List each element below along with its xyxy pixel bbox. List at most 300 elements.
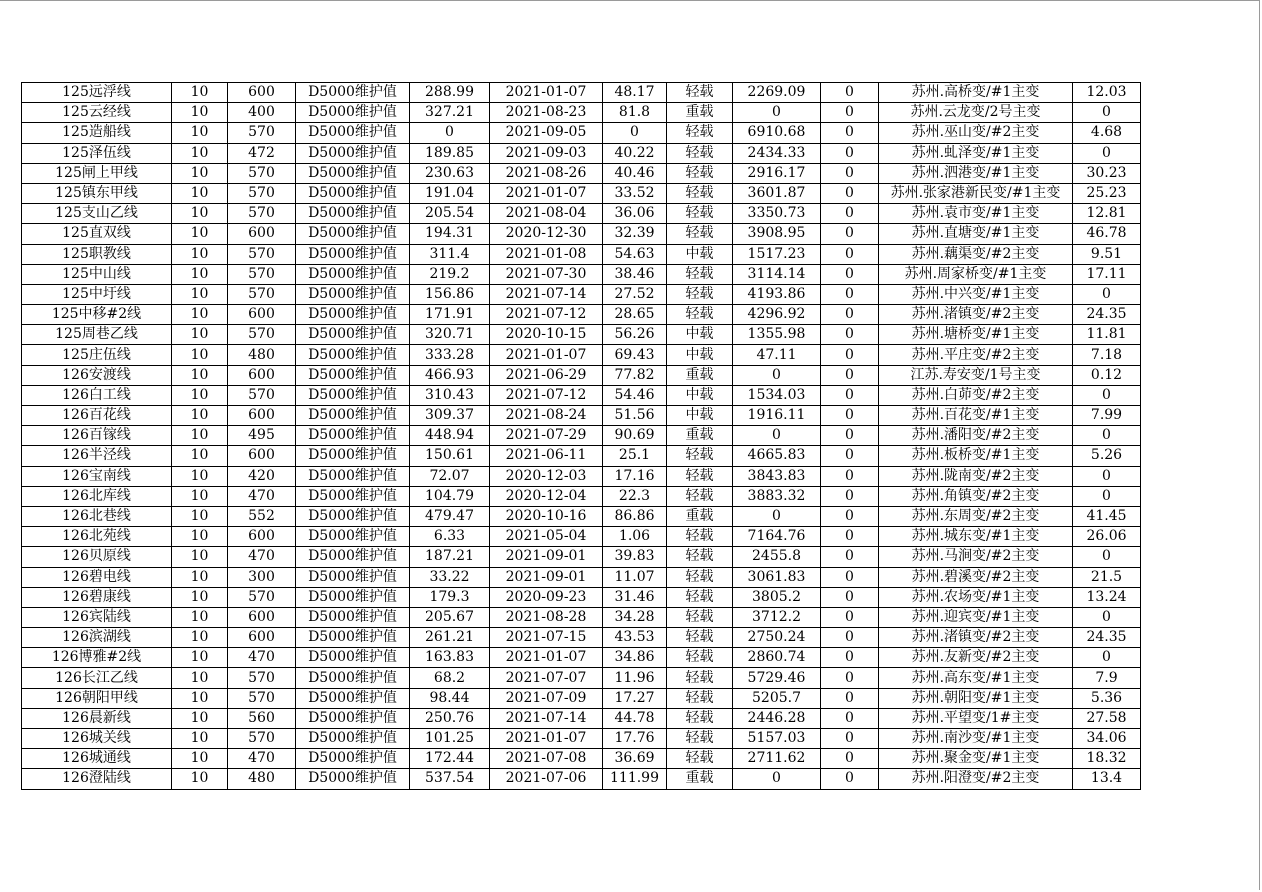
cell-line-name: 125中山线 (22, 264, 172, 284)
table-row (22, 446, 1141, 466)
cell-current: 187.21 (410, 547, 490, 567)
cell-line-name: 125闸上甲线 (22, 163, 172, 183)
cell-remaining-capacity: 7164.76 (733, 527, 821, 547)
cell-rated-capacity: 560 (228, 708, 296, 728)
cell-remaining-capacity: 3601.87 (733, 183, 821, 203)
cell-substation-transformer: 苏州.直塘变/#1主变 (879, 224, 1073, 244)
cell-load-rate: 17.16 (603, 466, 667, 486)
cell-line-name: 126白工线 (22, 385, 172, 405)
cell-remaining-capacity: 0 (733, 103, 821, 123)
cell-current: 33.22 (410, 567, 490, 587)
cell-current: 466.93 (410, 365, 490, 385)
cell-voltage: 10 (172, 648, 228, 668)
cell-remaining-capacity: 4193.86 (733, 284, 821, 304)
cell-remaining-capacity: 5729.46 (733, 668, 821, 688)
cell-voltage: 10 (172, 325, 228, 345)
cell-voltage: 10 (172, 365, 228, 385)
cell-date: 2021-08-23 (490, 103, 603, 123)
cell-current: 219.2 (410, 264, 490, 284)
cell-last-value: 21.5 (1073, 567, 1141, 587)
cell-date: 2020-10-16 (490, 506, 603, 526)
cell-load-rate: 54.46 (603, 385, 667, 405)
cell-remaining-capacity: 1355.98 (733, 325, 821, 345)
cell-line-name: 126北巷线 (22, 506, 172, 526)
cell-date: 2020-10-15 (490, 325, 603, 345)
cell-last-value: 0 (1073, 466, 1141, 486)
cell-substation-transformer: 江苏.寿安变/1号主变 (879, 365, 1073, 385)
cell-rated-capacity: 472 (228, 143, 296, 163)
cell-zero-value: 0 (821, 345, 879, 365)
cell-remaining-capacity: 3805.2 (733, 587, 821, 607)
cell-current: 163.83 (410, 648, 490, 668)
cell-remaining-capacity: 0 (733, 426, 821, 446)
cell-line-name: 126城通线 (22, 749, 172, 769)
cell-last-value: 7.99 (1073, 406, 1141, 426)
cell-rated-capacity: 470 (228, 547, 296, 567)
cell-date: 2021-07-30 (490, 264, 603, 284)
cell-rated-capacity: 570 (228, 587, 296, 607)
cell-substation-transformer: 苏州.聚金变/#1主变 (879, 749, 1073, 769)
cell-rated-capacity: 495 (228, 426, 296, 446)
cell-last-value: 13.4 (1073, 769, 1141, 789)
cell-date: 2021-06-11 (490, 446, 603, 466)
cell-load-status: 轻载 (667, 305, 733, 325)
cell-last-value: 0 (1073, 385, 1141, 405)
cell-last-value: 0 (1073, 284, 1141, 304)
cell-last-value: 9.51 (1073, 244, 1141, 264)
cell-zero-value: 0 (821, 163, 879, 183)
table-row (22, 83, 1141, 103)
cell-line-name: 126滨湖线 (22, 628, 172, 648)
cell-current: 205.67 (410, 607, 490, 627)
cell-substation-transformer: 苏州.高东变/#1主变 (879, 668, 1073, 688)
cell-data-source: D5000维护值 (296, 769, 410, 789)
cell-line-name: 125中圩线 (22, 284, 172, 304)
cell-load-status: 重载 (667, 365, 733, 385)
cell-rated-capacity: 470 (228, 749, 296, 769)
cell-current: 156.86 (410, 284, 490, 304)
cell-line-name: 125周巷乙线 (22, 325, 172, 345)
cell-load-status: 轻载 (667, 204, 733, 224)
table-row (22, 527, 1141, 547)
cell-rated-capacity: 570 (228, 163, 296, 183)
cell-data-source: D5000维护值 (296, 244, 410, 264)
cell-current: 327.21 (410, 103, 490, 123)
cell-load-rate: 36.69 (603, 749, 667, 769)
cell-data-source: D5000维护值 (296, 446, 410, 466)
cell-rated-capacity: 600 (228, 406, 296, 426)
table-row (22, 749, 1141, 769)
cell-zero-value: 0 (821, 204, 879, 224)
cell-last-value: 7.18 (1073, 345, 1141, 365)
cell-voltage: 10 (172, 264, 228, 284)
cell-current: 261.21 (410, 628, 490, 648)
cell-remaining-capacity: 1517.23 (733, 244, 821, 264)
table-row (22, 708, 1141, 728)
cell-date: 2021-09-05 (490, 123, 603, 143)
cell-date: 2021-09-01 (490, 567, 603, 587)
cell-line-name: 125支山乙线 (22, 204, 172, 224)
cell-load-rate: 31.46 (603, 587, 667, 607)
table-body (22, 83, 1141, 790)
table-row (22, 668, 1141, 688)
cell-data-source: D5000维护值 (296, 284, 410, 304)
cell-substation-transformer: 苏州.张家港新民变/#1主变 (879, 183, 1073, 203)
cell-voltage: 10 (172, 345, 228, 365)
cell-remaining-capacity: 2446.28 (733, 708, 821, 728)
cell-last-value: 7.9 (1073, 668, 1141, 688)
cell-last-value: 26.06 (1073, 527, 1141, 547)
cell-substation-transformer: 苏州.平望变/1#主变 (879, 708, 1073, 728)
cell-load-rate: 33.52 (603, 183, 667, 203)
cell-substation-transformer: 苏州.泗港变/#1主变 (879, 163, 1073, 183)
cell-date: 2021-08-04 (490, 204, 603, 224)
cell-load-status: 轻载 (667, 183, 733, 203)
cell-load-rate: 90.69 (603, 426, 667, 446)
cell-data-source: D5000维护值 (296, 749, 410, 769)
cell-current: 68.2 (410, 668, 490, 688)
cell-rated-capacity: 600 (228, 607, 296, 627)
cell-substation-transformer: 苏州.周家桥变/#1主变 (879, 264, 1073, 284)
cell-load-rate: 44.78 (603, 708, 667, 728)
cell-remaining-capacity: 2434.33 (733, 143, 821, 163)
cell-zero-value: 0 (821, 547, 879, 567)
cell-rated-capacity: 570 (228, 183, 296, 203)
cell-last-value: 17.11 (1073, 264, 1141, 284)
cell-load-rate: 40.46 (603, 163, 667, 183)
cell-current: 191.04 (410, 183, 490, 203)
cell-data-source: D5000维护值 (296, 345, 410, 365)
cell-zero-value: 0 (821, 628, 879, 648)
cell-date: 2021-09-01 (490, 547, 603, 567)
cell-last-value: 0 (1073, 426, 1141, 446)
cell-zero-value: 0 (821, 486, 879, 506)
cell-load-rate: 1.06 (603, 527, 667, 547)
cell-line-name: 125中移#2线 (22, 305, 172, 325)
cell-data-source: D5000维护值 (296, 264, 410, 284)
cell-last-value: 30.23 (1073, 163, 1141, 183)
table-row (22, 607, 1141, 627)
table-row (22, 648, 1141, 668)
cell-load-status: 中载 (667, 244, 733, 264)
cell-date: 2021-01-07 (490, 648, 603, 668)
table-row (22, 284, 1141, 304)
cell-load-status: 轻载 (667, 648, 733, 668)
cell-rated-capacity: 570 (228, 668, 296, 688)
cell-load-status: 轻载 (667, 587, 733, 607)
cell-line-name: 126百花线 (22, 406, 172, 426)
cell-load-rate: 25.1 (603, 446, 667, 466)
cell-load-status: 重载 (667, 426, 733, 446)
cell-voltage: 10 (172, 628, 228, 648)
cell-load-rate: 34.86 (603, 648, 667, 668)
cell-last-value: 5.36 (1073, 688, 1141, 708)
cell-line-name: 126澄陆线 (22, 769, 172, 789)
cell-rated-capacity: 570 (228, 264, 296, 284)
cell-data-source: D5000维护值 (296, 648, 410, 668)
cell-voltage: 10 (172, 527, 228, 547)
cell-substation-transformer: 苏州.农场变/#1主变 (879, 587, 1073, 607)
cell-data-source: D5000维护值 (296, 506, 410, 526)
cell-zero-value: 0 (821, 648, 879, 668)
cell-current: 150.61 (410, 446, 490, 466)
cell-line-name: 126北苑线 (22, 527, 172, 547)
cell-date: 2020-12-30 (490, 224, 603, 244)
table-row (22, 466, 1141, 486)
cell-substation-transformer: 苏州.平庄变/#2主变 (879, 345, 1073, 365)
cell-substation-transformer: 苏州.渚镇变/#2主变 (879, 305, 1073, 325)
cell-load-rate: 111.99 (603, 769, 667, 789)
cell-zero-value: 0 (821, 143, 879, 163)
cell-last-value: 4.68 (1073, 123, 1141, 143)
cell-substation-transformer: 苏州.朝阳变/#1主变 (879, 688, 1073, 708)
cell-rated-capacity: 470 (228, 648, 296, 668)
cell-data-source: D5000维护值 (296, 385, 410, 405)
cell-zero-value: 0 (821, 123, 879, 143)
cell-voltage: 10 (172, 708, 228, 728)
cell-remaining-capacity: 2860.74 (733, 648, 821, 668)
cell-data-source: D5000维护值 (296, 83, 410, 103)
cell-line-name: 125泽伍线 (22, 143, 172, 163)
cell-load-status: 中载 (667, 385, 733, 405)
cell-line-name: 125职教线 (22, 244, 172, 264)
cell-substation-transformer: 苏州.塘桥变/#1主变 (879, 325, 1073, 345)
cell-date: 2020-12-03 (490, 466, 603, 486)
cell-load-status: 中载 (667, 345, 733, 365)
cell-date: 2021-07-12 (490, 305, 603, 325)
cell-date: 2021-05-04 (490, 527, 603, 547)
cell-current: 310.43 (410, 385, 490, 405)
cell-line-name: 126宾陆线 (22, 607, 172, 627)
cell-remaining-capacity: 3712.2 (733, 607, 821, 627)
cell-voltage: 10 (172, 688, 228, 708)
cell-current: 101.25 (410, 729, 490, 749)
cell-date: 2021-09-03 (490, 143, 603, 163)
cell-data-source: D5000维护值 (296, 466, 410, 486)
cell-line-name: 126百镓线 (22, 426, 172, 446)
table-row (22, 587, 1141, 607)
cell-voltage: 10 (172, 163, 228, 183)
table-row (22, 486, 1141, 506)
cell-current: 309.37 (410, 406, 490, 426)
cell-data-source: D5000维护值 (296, 628, 410, 648)
cell-rated-capacity: 552 (228, 506, 296, 526)
cell-load-rate: 17.27 (603, 688, 667, 708)
cell-rated-capacity: 600 (228, 83, 296, 103)
cell-date: 2021-07-12 (490, 385, 603, 405)
cell-date: 2021-06-29 (490, 365, 603, 385)
cell-zero-value: 0 (821, 688, 879, 708)
cell-rated-capacity: 600 (228, 628, 296, 648)
cell-rated-capacity: 570 (228, 729, 296, 749)
cell-rated-capacity: 570 (228, 284, 296, 304)
cell-rated-capacity: 600 (228, 446, 296, 466)
cell-last-value: 11.81 (1073, 325, 1141, 345)
cell-load-rate: 28.65 (603, 305, 667, 325)
cell-last-value: 0 (1073, 486, 1141, 506)
table-row (22, 264, 1141, 284)
cell-substation-transformer: 苏州.袁市变/#1主变 (879, 204, 1073, 224)
cell-zero-value: 0 (821, 83, 879, 103)
table-row (22, 628, 1141, 648)
table-row (22, 163, 1141, 183)
cell-substation-transformer: 苏州.城东变/#1主变 (879, 527, 1073, 547)
cell-zero-value: 0 (821, 749, 879, 769)
cell-substation-transformer: 苏州.马涧变/#2主变 (879, 547, 1073, 567)
cell-rated-capacity: 570 (228, 385, 296, 405)
cell-rated-capacity: 300 (228, 567, 296, 587)
cell-zero-value: 0 (821, 668, 879, 688)
cell-zero-value: 0 (821, 103, 879, 123)
cell-rated-capacity: 600 (228, 527, 296, 547)
cell-line-name: 126半泾线 (22, 446, 172, 466)
cell-last-value: 18.32 (1073, 749, 1141, 769)
cell-data-source: D5000维护值 (296, 163, 410, 183)
table-row (22, 365, 1141, 385)
cell-voltage: 10 (172, 183, 228, 203)
cell-zero-value: 0 (821, 466, 879, 486)
cell-line-name: 125镇东甲线 (22, 183, 172, 203)
cell-zero-value: 0 (821, 305, 879, 325)
cell-voltage: 10 (172, 466, 228, 486)
table-row (22, 224, 1141, 244)
cell-line-name: 125云经线 (22, 103, 172, 123)
cell-line-name: 126晨新线 (22, 708, 172, 728)
cell-load-rate: 32.39 (603, 224, 667, 244)
cell-date: 2021-08-26 (490, 163, 603, 183)
cell-load-status: 中载 (667, 406, 733, 426)
cell-zero-value: 0 (821, 567, 879, 587)
cell-data-source: D5000维护值 (296, 547, 410, 567)
table-row (22, 729, 1141, 749)
cell-load-rate: 40.22 (603, 143, 667, 163)
cell-load-rate: 17.76 (603, 729, 667, 749)
cell-data-source: D5000维护值 (296, 708, 410, 728)
cell-substation-transformer: 苏州.角镇变/#2主变 (879, 486, 1073, 506)
cell-remaining-capacity: 3908.95 (733, 224, 821, 244)
cell-zero-value: 0 (821, 527, 879, 547)
cell-substation-transformer: 苏州.东周变/#2主变 (879, 506, 1073, 526)
cell-last-value: 0.12 (1073, 365, 1141, 385)
cell-zero-value: 0 (821, 426, 879, 446)
cell-line-name: 126贝原线 (22, 547, 172, 567)
cell-data-source: D5000维护值 (296, 587, 410, 607)
cell-voltage: 10 (172, 729, 228, 749)
cell-current: 479.47 (410, 506, 490, 526)
cell-rated-capacity: 570 (228, 325, 296, 345)
cell-line-name: 126城关线 (22, 729, 172, 749)
cell-load-rate: 39.83 (603, 547, 667, 567)
cell-data-source: D5000维护值 (296, 527, 410, 547)
cell-remaining-capacity: 47.11 (733, 345, 821, 365)
cell-voltage: 10 (172, 103, 228, 123)
cell-voltage: 10 (172, 769, 228, 789)
cell-line-name: 126北库线 (22, 486, 172, 506)
cell-last-value: 34.06 (1073, 729, 1141, 749)
table-row (22, 183, 1141, 203)
cell-zero-value: 0 (821, 607, 879, 627)
cell-data-source: D5000维护值 (296, 204, 410, 224)
table-row (22, 345, 1141, 365)
cell-current: 179.3 (410, 587, 490, 607)
cell-zero-value: 0 (821, 264, 879, 284)
table-row (22, 688, 1141, 708)
table-row (22, 406, 1141, 426)
cell-last-value: 46.78 (1073, 224, 1141, 244)
cell-last-value: 25.23 (1073, 183, 1141, 203)
cell-date: 2021-08-24 (490, 406, 603, 426)
cell-load-status: 重载 (667, 506, 733, 526)
cell-load-status: 轻载 (667, 264, 733, 284)
table-row (22, 325, 1141, 345)
cell-data-source: D5000维护值 (296, 668, 410, 688)
cell-line-name: 126安渡线 (22, 365, 172, 385)
table-row (22, 143, 1141, 163)
cell-remaining-capacity: 0 (733, 365, 821, 385)
cell-load-rate: 43.53 (603, 628, 667, 648)
table-row (22, 506, 1141, 526)
table-row (22, 426, 1141, 446)
cell-voltage: 10 (172, 567, 228, 587)
cell-substation-transformer: 苏州.渚镇变/#2主变 (879, 628, 1073, 648)
cell-date: 2021-07-09 (490, 688, 603, 708)
cell-substation-transformer: 苏州.云龙变/2号主变 (879, 103, 1073, 123)
cell-voltage: 10 (172, 446, 228, 466)
cell-rated-capacity: 480 (228, 769, 296, 789)
cell-remaining-capacity: 3883.32 (733, 486, 821, 506)
cell-remaining-capacity: 0 (733, 769, 821, 789)
cell-current: 333.28 (410, 345, 490, 365)
cell-current: 320.71 (410, 325, 490, 345)
cell-load-rate: 0 (603, 123, 667, 143)
cell-voltage: 10 (172, 587, 228, 607)
cell-voltage: 10 (172, 506, 228, 526)
cell-date: 2021-01-07 (490, 729, 603, 749)
cell-load-status: 轻载 (667, 486, 733, 506)
cell-voltage: 10 (172, 426, 228, 446)
cell-load-status: 轻载 (667, 163, 733, 183)
cell-current: 171.91 (410, 305, 490, 325)
table-row (22, 567, 1141, 587)
cell-zero-value: 0 (821, 587, 879, 607)
cell-date: 2021-07-15 (490, 628, 603, 648)
cell-substation-transformer: 苏州.白茆变/#2主变 (879, 385, 1073, 405)
cell-last-value: 12.81 (1073, 204, 1141, 224)
cell-remaining-capacity: 3114.14 (733, 264, 821, 284)
cell-load-rate: 81.8 (603, 103, 667, 123)
cell-load-rate: 34.28 (603, 607, 667, 627)
cell-voltage: 10 (172, 607, 228, 627)
cell-date: 2020-12-04 (490, 486, 603, 506)
cell-substation-transformer: 苏州.碧溪变/#2主变 (879, 567, 1073, 587)
cell-load-rate: 27.52 (603, 284, 667, 304)
cell-substation-transformer: 苏州.迎宾变/#1主变 (879, 607, 1073, 627)
cell-last-value: 27.58 (1073, 708, 1141, 728)
cell-load-status: 轻载 (667, 224, 733, 244)
cell-load-rate: 77.82 (603, 365, 667, 385)
cell-load-status: 轻载 (667, 729, 733, 749)
cell-remaining-capacity: 6910.68 (733, 123, 821, 143)
cell-current: 172.44 (410, 749, 490, 769)
cell-current: 6.33 (410, 527, 490, 547)
cell-date: 2021-01-08 (490, 244, 603, 264)
cell-data-source: D5000维护值 (296, 486, 410, 506)
cell-data-source: D5000维护值 (296, 607, 410, 627)
cell-data-source: D5000维护值 (296, 183, 410, 203)
cell-zero-value: 0 (821, 244, 879, 264)
cell-load-status: 轻载 (667, 708, 733, 728)
cell-current: 98.44 (410, 688, 490, 708)
